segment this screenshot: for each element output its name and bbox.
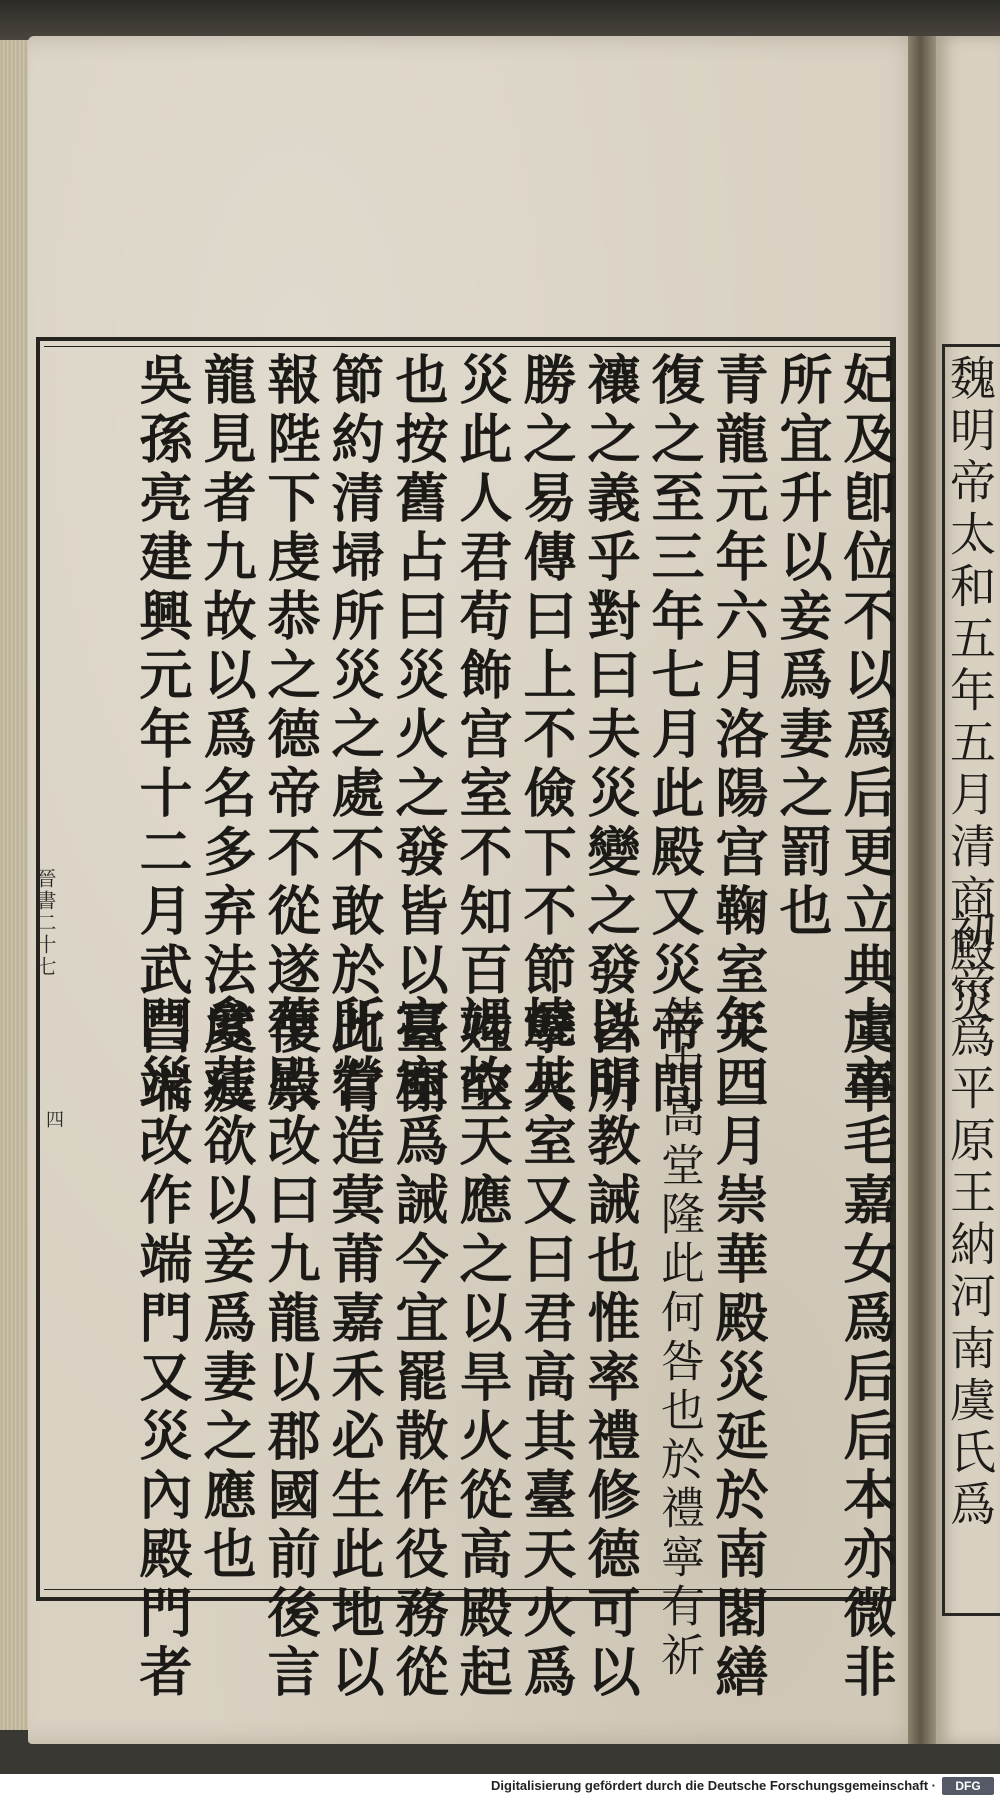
text-column-6-upper: 勝之易傳曰上不儉下不節孽火 [515,352,577,1119]
text-column-5-lower: 以明教誡也惟率禮修德可以 [579,995,641,1703]
text-column-11-upper: 龍見者九故以爲名多弃法度疲 [195,352,257,1119]
scan-background-top [0,0,1000,40]
book-gutter [908,36,936,1744]
right-page-column-1: 魏明帝太和五年五月清商殿災 [943,354,997,1030]
text-column-5-upper: 禳之義乎對曰夫災變之發皆所 [579,352,641,1119]
text-column-11-lower: 絫莛欲以妾爲妻之應也 [195,995,257,1585]
text-column-4-upper: 復之至三年七月此殿又災帝問 [643,352,705,1119]
text-column-8-upper: 也按舊占曰災火之發皆以臺榭 [387,352,449,1119]
text-column-7-lower: 竭故天應之以旱火從高殿起 [451,995,513,1703]
text-column-6-lower: 燒其室又曰君高其臺天火爲 [515,995,577,1703]
footer-bar [0,1774,1000,1799]
text-column-9-lower: 所營造蓂莆嘉禾必生此地以 [323,995,385,1703]
text-column-10-upper: 報陛下虔恭之德帝不從遂復崇 [259,352,321,1119]
fold-title: 晉書二十七 [33,868,57,978]
book-page-right [936,36,1000,1744]
text-column-7-upper: 災此人君苟飾宫室不知百姓空 [451,352,513,1119]
text-column-1-lower: 士卒毛嘉女爲后后本亦微非 [835,995,897,1703]
fold-page-number: 四 [43,1110,64,1128]
text-column-3-upper: 青龍元年六月洛陽宫鞠室災二 [707,352,769,1119]
text-column-10-lower: 華殿改曰九龍以郡國前後言 [259,995,321,1703]
text-column-12-lower: 門災改作端門又災內殿門者 [131,995,193,1703]
digitization-credit: Digitalisierung gefördert durch die Deutsche Forschungsgemeinschaft · [491,1778,936,1793]
text-column-3-lower: 年四月崇華殿災延於南閣繕 [707,995,769,1703]
text-column-4-lower: 侍中高堂隆此何咎也於禮寧有祈 [653,995,704,1681]
text-column-8-lower: 宫室爲誡今宜罷散作役務從 [387,995,449,1703]
text-column-2: 所宜升以妾爲妻之罰也 [771,352,833,942]
right-page-column-2: 初帝爲平原王納河南虞氏爲 [943,908,997,1532]
text-column-12-upper: 吳孫亮建興元年十二月武昌端 [131,352,193,1119]
text-column-9-upper: 節約清埽所災之處不敢於此有 [323,352,385,1119]
dfg-logo: DFG [942,1777,994,1795]
text-column-1-upper: 妃及卽位不以爲后更立典虞車 [835,352,897,1119]
